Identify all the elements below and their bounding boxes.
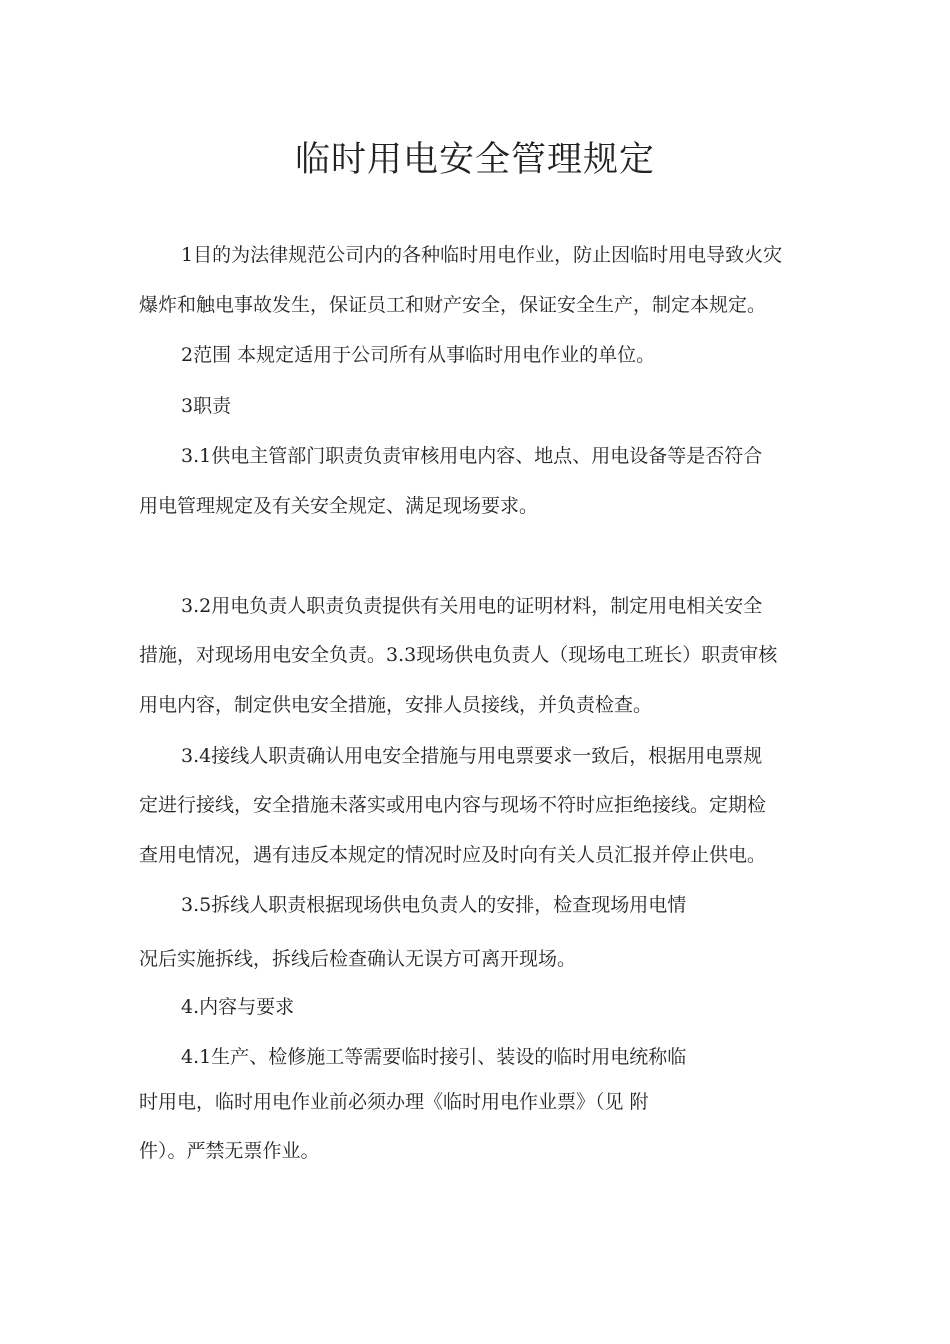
- text-line: 3.1供电主管部门职责负责审核用电内容、地点、用电设备等是否符合: [181, 445, 763, 467]
- document-title: 临时用电安全管理规定: [294, 140, 655, 180]
- text-line: 2范围 本规定适用于公司所有从事临时用电作业的单位。: [181, 344, 656, 366]
- text-line: 件）。严禁无票作业。: [139, 1140, 320, 1162]
- text-line: 3.5拆线人职责根据现场供电负责人的安排，检查现场用电情: [181, 894, 687, 916]
- text-line: 爆炸和触电事故发生，保证员工和财产安全，保证安全生产，制定本规定。: [139, 294, 767, 316]
- text-line: 3职责: [181, 395, 232, 417]
- text-line: 3.2用电负责人职责负责提供有关用电的证明材料，制定用电相关安全: [181, 595, 763, 617]
- text-line: 4.内容与要求: [181, 996, 295, 1018]
- text-line: 用电管理规定及有关安全规定、满足现场要求。: [139, 495, 539, 517]
- text-line: 4.1生产、检修施工等需要临时接引、装设的临时用电统称临: [181, 1046, 687, 1068]
- text-line: 时用电，临时用电作业前必须办理《临时用电作业票》（见 附: [139, 1091, 649, 1113]
- text-line: 查用电情况，遇有违反本规定的情况时应及时向有关人员汇报并停止供电。: [139, 844, 767, 866]
- text-line: 1目的为法律规范公司内的各种临时用电作业，防止因临时用电导致火灾: [181, 244, 783, 266]
- text-line: 定进行接线，安全措施未落实或用电内容与现场不符时应拒绝接线。定期检: [139, 794, 767, 816]
- text-line: 3.4接线人职责确认用电安全措施与用电票要求一致后，根据用电票规: [181, 745, 763, 767]
- text-line: 况后实施拆线，拆线后检查确认无误方可离开现场。: [139, 948, 577, 970]
- text-line: 措施，对现场用电安全负责。3.3现场供电负责人（现场电工班长）职责审核: [139, 644, 778, 666]
- text-line: 用电内容，制定供电安全措施，安排人员接线，并负责检查。: [139, 694, 653, 716]
